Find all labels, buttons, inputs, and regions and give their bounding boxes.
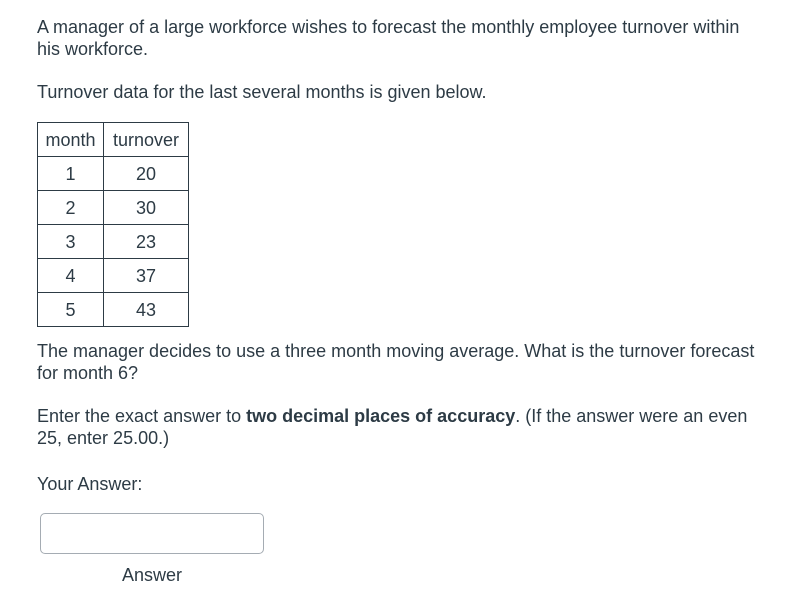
table-row xyxy=(38,293,189,327)
cell-turnover: 23 xyxy=(104,225,189,259)
cell-turnover: 30 xyxy=(104,191,189,225)
answer-input[interactable] xyxy=(40,513,264,554)
cell-month: 2 xyxy=(38,191,104,225)
cell-turnover: 43 xyxy=(104,293,189,327)
table-row xyxy=(38,157,189,191)
instruction-start: Enter the exact answer to xyxy=(37,406,247,426)
data-intro: Turnover data for the last several months is given below. xyxy=(37,82,487,102)
your-answer-label: Your Answer: xyxy=(37,474,143,494)
cell-month: 1 xyxy=(38,157,104,191)
answer-instruction xyxy=(37,405,757,449)
cell-turnover: 20 xyxy=(104,157,189,191)
table-row xyxy=(38,259,189,293)
instruction-end: . (If the answer were an even 25, enter 25.00.) xyxy=(37,406,748,448)
question-content xyxy=(37,16,757,495)
turnover-table xyxy=(37,122,189,327)
header-turnover: turnover xyxy=(104,123,189,157)
table-header-row xyxy=(38,123,189,157)
question-prompt: The manager decides to use a three month moving average. What is the turnover forecast for month 6? xyxy=(37,341,755,383)
table-row xyxy=(38,225,189,259)
answer-field-label: Answer xyxy=(121,565,183,585)
cell-month: 3 xyxy=(38,225,104,259)
question-intro: A manager of a large workforce wishes to forecast the monthly employee turnover within his workforce. xyxy=(37,17,740,59)
cell-turnover: 37 xyxy=(104,259,189,293)
instruction-bold: two decimal places of accuracy xyxy=(246,406,516,426)
cell-month: 5 xyxy=(38,293,104,327)
header-month: month xyxy=(38,123,104,157)
table-row xyxy=(38,191,189,225)
cell-month: 4 xyxy=(38,259,104,293)
